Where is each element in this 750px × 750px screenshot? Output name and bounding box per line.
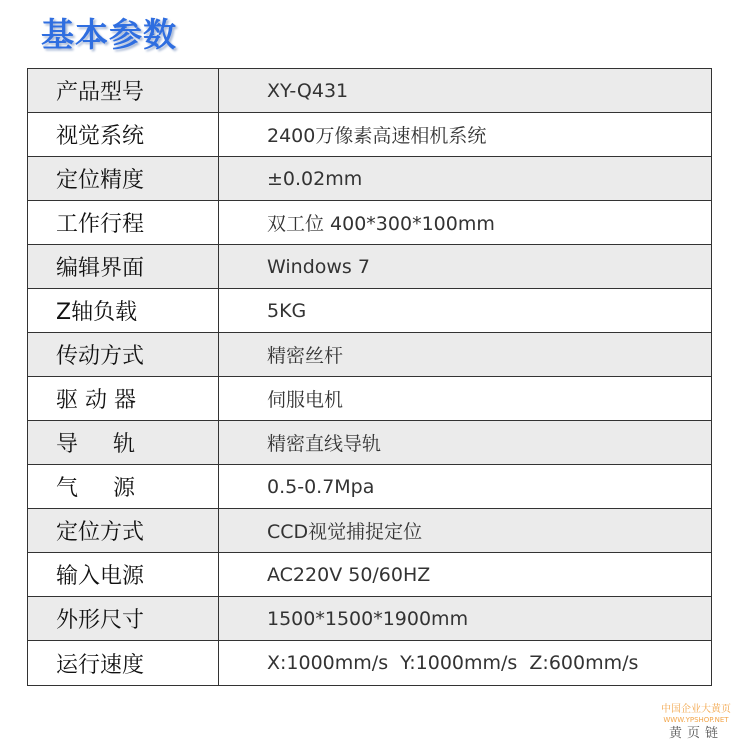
table-row <box>28 597 712 641</box>
table-row <box>28 69 712 113</box>
table-row <box>28 157 712 201</box>
spec-value: Windows 7 <box>219 245 712 289</box>
spec-label: 视觉系统 <box>28 113 219 157</box>
spec-label: 气 源 <box>28 465 219 509</box>
watermark-logo <box>654 704 738 742</box>
spec-label: 导 轨 <box>28 421 219 465</box>
spec-value: 5KG <box>219 289 712 333</box>
table-row <box>28 113 712 157</box>
spec-label: Z轴负载 <box>28 289 219 333</box>
table-row <box>28 509 712 553</box>
watermark-text: 中国企业大黄页 <box>661 704 731 715</box>
spec-label: 产品型号 <box>28 69 219 113</box>
spec-label: 编辑界面 <box>28 245 219 289</box>
spec-value: 1500*1500*1900mm <box>219 597 712 641</box>
table-row <box>28 641 712 686</box>
spec-label: 外形尺寸 <box>28 597 219 641</box>
spec-value: CCD视觉捕捉定位 <box>219 509 712 553</box>
spec-value: 伺服电机 <box>219 377 712 421</box>
spec-value: XY-Q431 <box>219 69 712 113</box>
spec-value: 双工位 400*300*100mm <box>219 201 712 245</box>
spec-value: 2400万像素高速相机系统 <box>219 113 712 157</box>
table-row <box>28 377 712 421</box>
spec-value: AC220V 50/60HZ <box>219 553 712 597</box>
page-title: 基本参数 <box>41 15 177 54</box>
table-row <box>28 553 712 597</box>
spec-value: 精密丝杆 <box>219 333 712 377</box>
spec-label: 驱 动 器 <box>28 377 219 421</box>
table-row <box>28 289 712 333</box>
spec-label: 定位方式 <box>28 509 219 553</box>
spec-label: 传动方式 <box>28 333 219 377</box>
spec-value: 0.5-0.7Mpa <box>219 465 712 509</box>
watermark-brand: 黄页链 <box>668 726 723 741</box>
spec-table <box>27 68 712 686</box>
spec-label: 输入电源 <box>28 553 219 597</box>
spec-label: 定位精度 <box>28 157 219 201</box>
table-row <box>28 421 712 465</box>
table-row <box>28 245 712 289</box>
table-row <box>28 201 712 245</box>
spec-value: X:1000mm/s Y:1000mm/s Z:600mm/s <box>219 641 712 686</box>
spec-value: ±0.02mm <box>219 157 712 201</box>
table-row <box>28 333 712 377</box>
watermark-url: WWW.YPSHOP.NET <box>663 716 729 724</box>
spec-label: 运行速度 <box>28 641 219 686</box>
spec-label: 工作行程 <box>28 201 219 245</box>
table-row <box>28 465 712 509</box>
spec-value: 精密直线导轨 <box>219 421 712 465</box>
